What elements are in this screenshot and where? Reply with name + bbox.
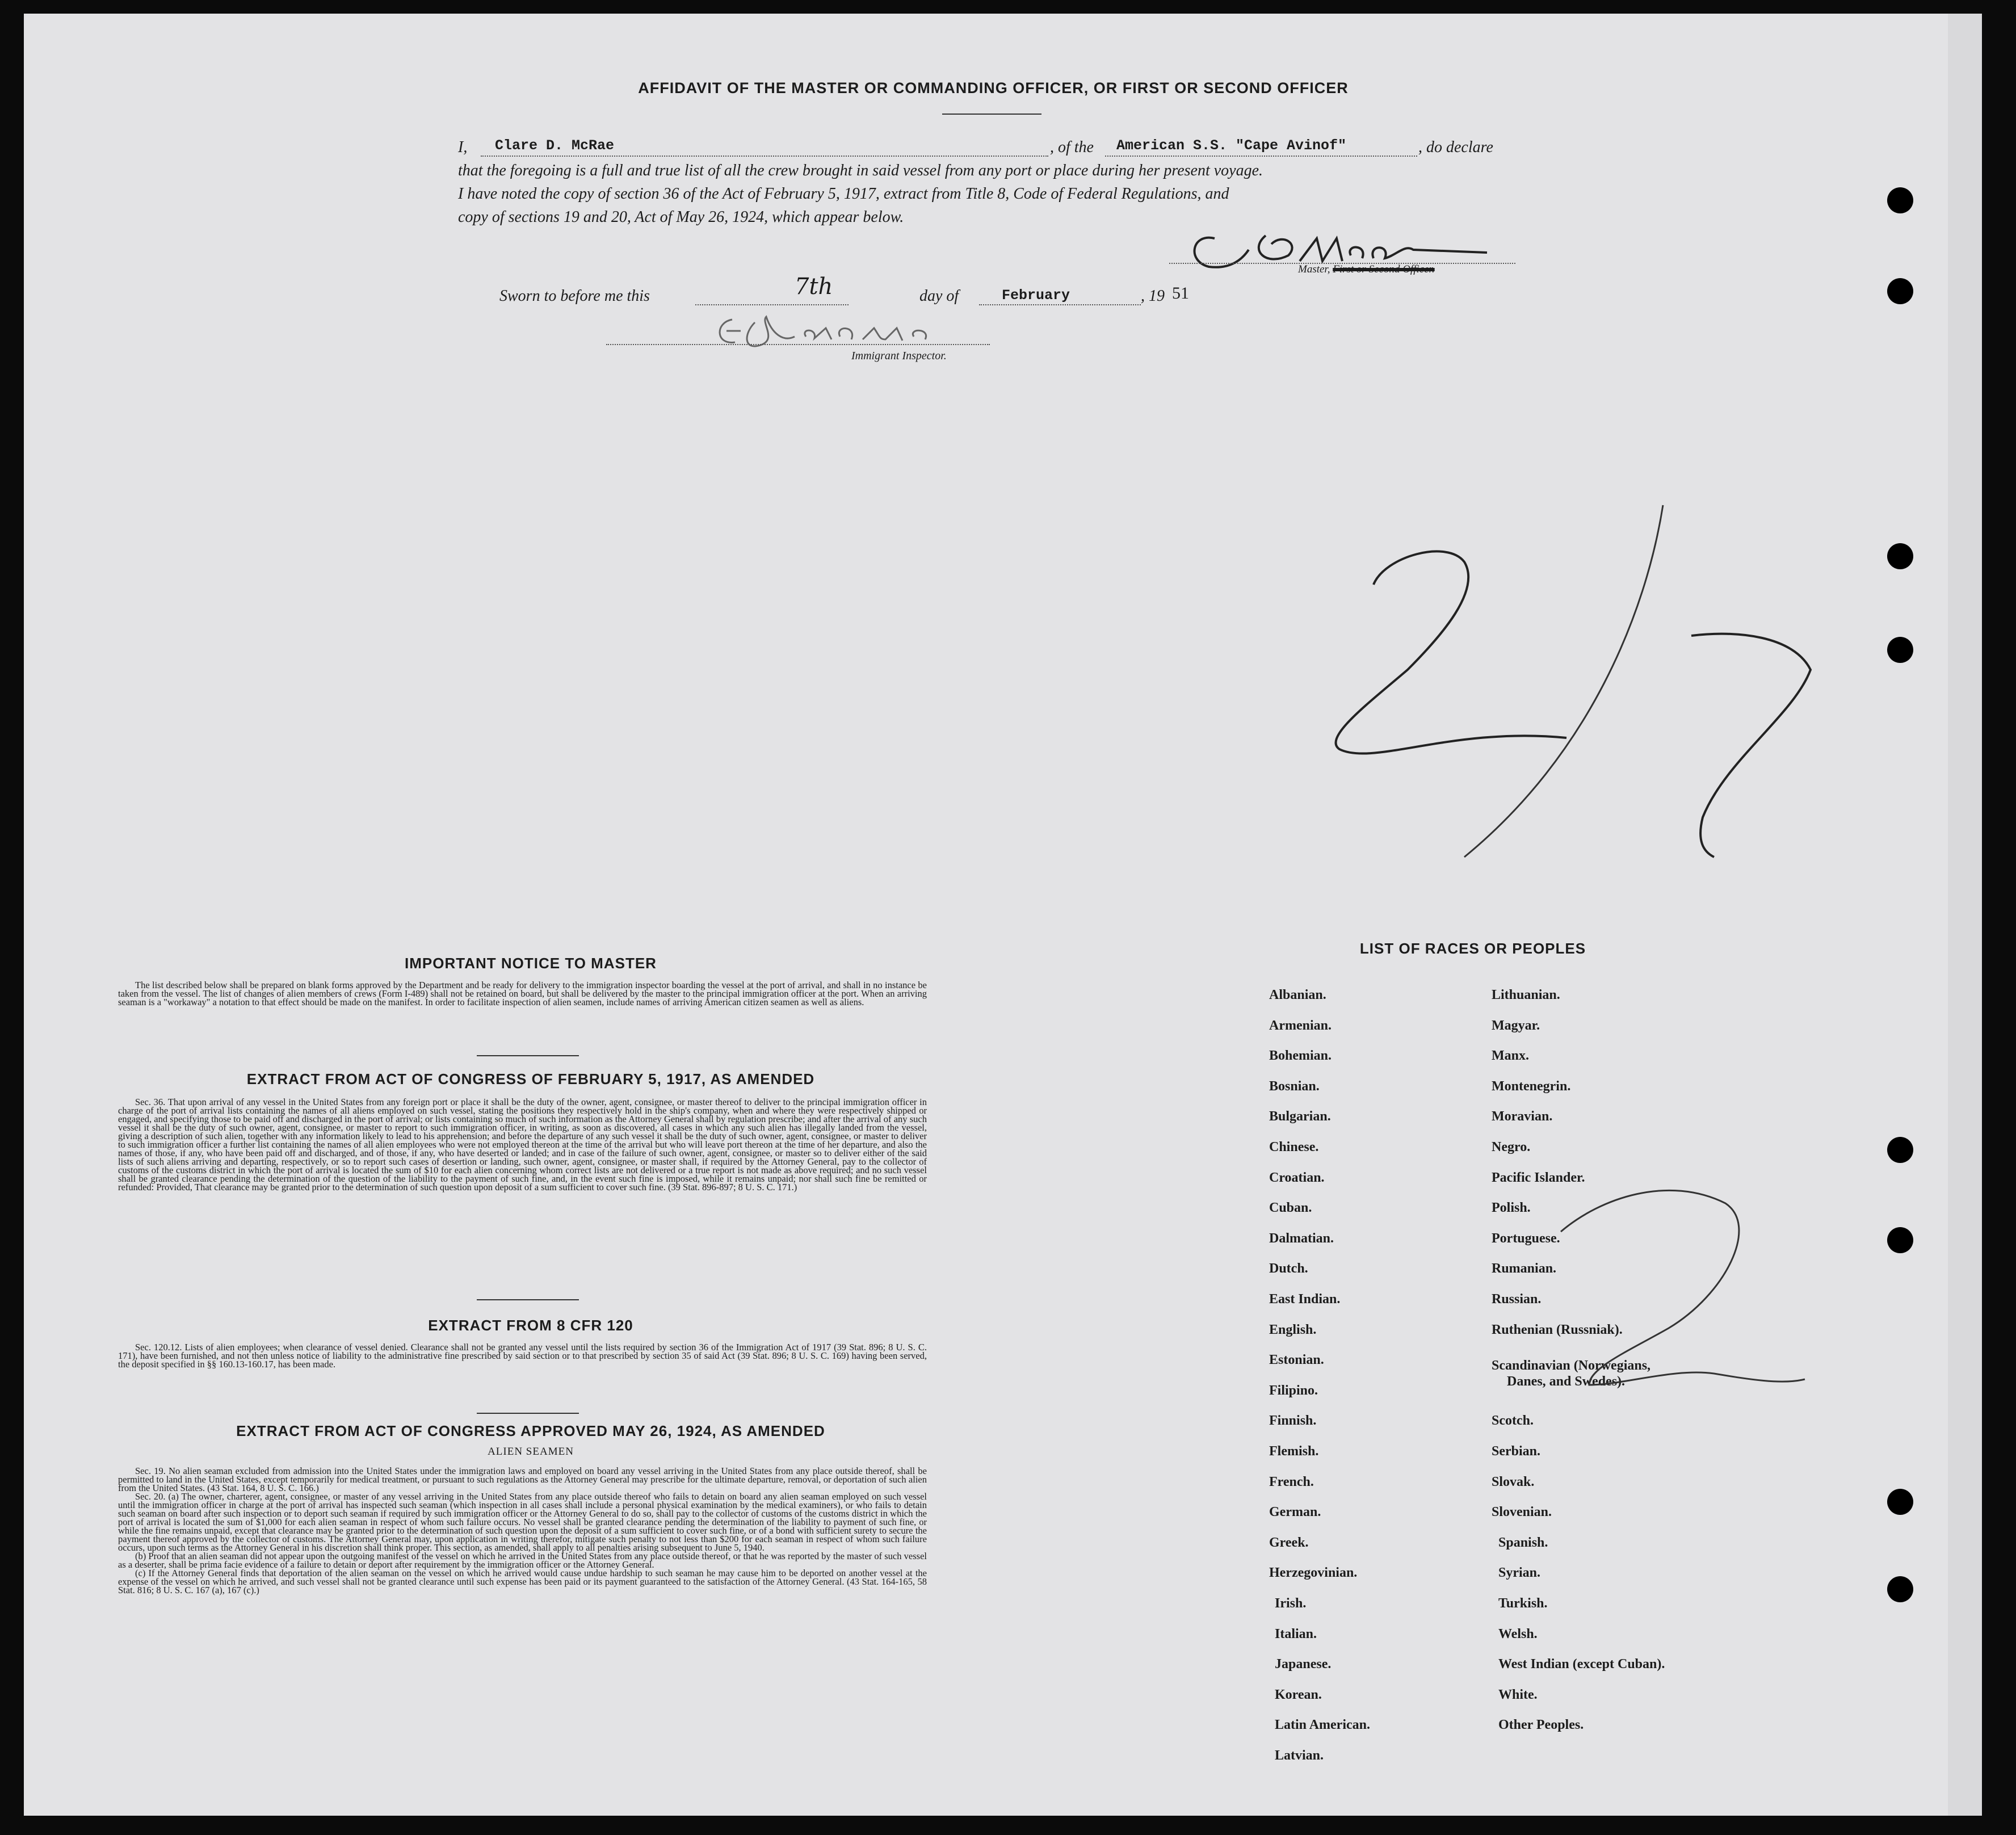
extract-1924-title: EXTRACT FROM ACT OF CONGRESS APPROVED MAY 26, 1924, AS AMENDED bbox=[236, 1422, 825, 1439]
race-item: Bulgarian. bbox=[1269, 1109, 1331, 1124]
races-title: LIST OF RACES OR PEOPLES bbox=[1359, 940, 1586, 957]
month-value: February bbox=[1002, 287, 1070, 304]
race-item: East Indian. bbox=[1269, 1292, 1341, 1307]
race-item: Greek. bbox=[1269, 1535, 1309, 1550]
race-item: Rumanian. bbox=[1492, 1261, 1557, 1276]
race-item: Syrian. bbox=[1498, 1565, 1541, 1581]
year-prefix: , 19 bbox=[1141, 287, 1165, 305]
race-item: Irish. bbox=[1275, 1596, 1307, 1611]
extract-8cfr-title: EXTRACT FROM 8 CFR 120 bbox=[428, 1317, 633, 1334]
day-fill-line bbox=[695, 304, 849, 305]
sec-20a-paragraph: Sec. 20. (a) The owner, charterer, agent, consignee, or master of any vessel arriving in the United States from any place outside thereof who fails to detain on board any alien seaman employed on such vessel until the immigration officer in charge at the port of arrival has inspected such seaman (which inspection in all cases shall include a personal physical examination by the medical examiners), or who fails to detain such seaman on board after such inspection or to deport such seaman if required by such immigration officer or the Attorney General to do so, shall pay to the collector of customs of the customs district in which the port of arrival is located the sum of $1,000 for each alien seaman in respect of whom such failure occurs. No vessel shall be granted clearance pending the determination of the liability to payment of such fine, or while the fine remains unpaid, except that clearance may be granted prior to the determination of such question upon the deposit of a sum sufficient to cover such fine, or of a bond with sufficient surety to secure the payment thereof approved by the collector of customs. The Attorney General may, upon application in writing therefor, mitigate such penalty to not less than $200 for each seaman in respect of whom such failure occurs, upon such terms as the Attorney General in his discretion shall think proper. This section, as amended, shall apply to all penalties arising subsequent to June 5, 1940. bbox=[118, 1491, 927, 1553]
master-title bbox=[1298, 263, 1435, 276]
extract-1924-text bbox=[118, 1467, 927, 1594]
master-label: Master, bbox=[1298, 263, 1330, 275]
race-item: Herzegovinian. bbox=[1269, 1565, 1358, 1581]
sec-20c-paragraph: (c) If the Attorney General finds that deportation of the alien seaman on the vessel on which he arrived would cause undue hardship to such seaman he may cause him to be deported on another vessel at the expense of the vessel on which he arrived, and such vessel shall not be granted clearance until such expense has been paid or its payment guaranteed to the satisfaction of the Attorney General. (43 Stat. 164-165, 58 Stat. 816; 8 U. S. C. 167 (a), 167 (c).) bbox=[118, 1568, 927, 1595]
race-item: English. bbox=[1269, 1322, 1317, 1337]
handwritten-digit-text bbox=[0, 0, 1, 1]
punch-hole bbox=[1887, 278, 1913, 304]
sec-19-paragraph: Sec. 19. No alien seaman excluded from admission into the United States under the immigration laws and employed on board any vessel arriving in the United States from any place outside thereof, shall be permitted to land in the United States, except temporarily for medical treatment, or pursuant to such regulations as the Attorney General may prescribe for the ultimate departure, removal, or deportation of such alien from the United States. (43 Stat. 164, 8 U. S. C. 166.) bbox=[118, 1466, 927, 1493]
race-item: French. bbox=[1269, 1474, 1314, 1489]
divider bbox=[477, 1055, 579, 1056]
inspector-label: Immigrant Inspector. bbox=[851, 350, 947, 362]
race-item: German. bbox=[1269, 1505, 1321, 1520]
punch-hole bbox=[1887, 1227, 1913, 1253]
name-fill-line bbox=[481, 156, 1048, 157]
sworn-line bbox=[499, 274, 1294, 310]
race-item: Lithuanian. bbox=[1492, 988, 1560, 1002]
race-item: Manx. bbox=[1492, 1048, 1529, 1064]
title-underline bbox=[942, 114, 1041, 115]
sheet-edge bbox=[1948, 14, 1982, 1816]
race-item: Filipino. bbox=[1269, 1383, 1318, 1398]
race-item: Moravian. bbox=[1492, 1109, 1553, 1124]
extract-1917-text bbox=[118, 1098, 927, 1191]
race-item: Serbian. bbox=[1492, 1444, 1541, 1459]
notice-title: IMPORTANT NOTICE TO MASTER bbox=[405, 955, 657, 972]
race-item: Estonian. bbox=[1269, 1353, 1324, 1368]
race-item: Korean. bbox=[1275, 1687, 1322, 1702]
punch-hole bbox=[1887, 1576, 1913, 1602]
race-item: Cuban. bbox=[1269, 1200, 1312, 1216]
master-name: Clare D. McRae bbox=[495, 137, 615, 154]
race-item: Pacific Islander. bbox=[1492, 1170, 1585, 1185]
officer-struck: First or Second Officer. bbox=[1333, 263, 1435, 275]
sec-36-paragraph: Sec. 36. That upon arrival of any vessel in the United States from any foreign port or place it shall be the duty of the owner, agent, consignee, or master thereof to deliver to the principal immigration officer in charge of the port of arrival lists containing the names of all aliens employed on such vessel, stating the positions they respectively hold in the ship's company, when and where they were respectively shipped or engaged, and specifying those to be paid off and discharged in the port of arrival; or lists containing so much of such information as the Attorney General shall by regulation prescribe; and after the arrival of any such vessel it shall be the duty of such owner, agent, consignee, or master to report to such immigration officer, in writing, as soon as discovered, all cases in which any such alien has illegally landed from the vessel, giving a description of such alien, together with any information likely to lead to his apprehension; and before the departure of any such vessel it shall be the duty of such owner, agent, consignee, or master to deliver to such immigration officer a further list containing the names of all alien employees who were not employed thereon at the time of the arrival but who will leave port thereon at the time of her departure, and also the names of those, if any, who have been paid off and discharged, and of those, if any, who have deserted or landed; and in case of the failure of such owner, agent, consignee, or master so to deliver either of the said lists of such aliens arriving and departing, respectively, or so to report such cases of desertion or landing, such owner, agent, consignee, or master shall, if required by the Attorney General, pay to the collector of customs of the customs district in which the port of arrival is located the sum of $10 for each alien concerning whom correct lists are not delivered or a true report is not made as above required; and no such vessel shall be granted clearance pending the determination of the question of the liability to the payment of such fine, and, in the event such fine is imposed, while it remains unpaid; nor shall such fine be remitted or refunded: Provided, That clearance may be granted prior to the determination of such question upon deposit of a sum sufficient to cover such fine. (39 Stat. 896-897; 8 U. S. C. 171.) bbox=[118, 1097, 927, 1192]
race-item: Chinese. bbox=[1269, 1140, 1319, 1154]
punch-hole bbox=[1887, 1489, 1913, 1515]
race-item: Latin American. bbox=[1275, 1718, 1370, 1733]
affidavit-line-1 bbox=[458, 138, 1519, 159]
race-item: Dalmatian. bbox=[1269, 1231, 1334, 1246]
do-declare-label: , do declare bbox=[1418, 138, 1493, 156]
notice-paragraph: The list described below shall be prepared on blank forms approved by the Department and be ready for delivery to the immigration inspector boarding the vessel at the port of arrival, and shall in no instance be taken from the vessel. The list of changes of alien members of crews (Form I-489) shall not be retained on board, but shall be delivered by the master to the principal immigration officer at the port. When an arriving seaman is a "workaway" a notation to that effect should be made on the manifest. In order to facilitate inspection of alien seamen, include names of arriving American citizen seamen as well as aliens. bbox=[118, 980, 927, 1007]
vessel-name: American S.S. "Cape Avinof" bbox=[1116, 137, 1347, 154]
race-item: Bosnian. bbox=[1269, 1078, 1320, 1094]
race-item: Spanish. bbox=[1498, 1535, 1548, 1550]
race-item: Other Peoples. bbox=[1498, 1718, 1584, 1733]
affidavit-line-4: copy of sections 19 and 20, Act of May 26, 1924, which appear below. bbox=[458, 208, 904, 226]
punch-hole bbox=[1887, 637, 1913, 663]
i-label: I, bbox=[458, 138, 468, 156]
punch-hole bbox=[1887, 187, 1913, 213]
divider bbox=[477, 1413, 579, 1414]
sworn-label: Sworn to before me this bbox=[499, 287, 650, 305]
race-item: Negro. bbox=[1492, 1140, 1531, 1154]
race-item: Dutch. bbox=[1269, 1261, 1308, 1276]
race-item: Finnish. bbox=[1269, 1413, 1317, 1429]
race-item: Magyar. bbox=[1492, 1018, 1540, 1033]
race-item: Ruthenian (Russniak). bbox=[1492, 1322, 1623, 1337]
race-item: Bohemian. bbox=[1269, 1048, 1332, 1064]
race-item: Armenian. bbox=[1269, 1018, 1332, 1033]
notice-text bbox=[118, 981, 927, 1006]
year-value: 51 bbox=[1172, 284, 1189, 303]
race-item: Russian. bbox=[1492, 1292, 1542, 1307]
affidavit-title: AFFIDAVIT OF THE MASTER OR COMMANDING OFFICER, OR FIRST OR SECOND OFFICER bbox=[638, 79, 1349, 96]
race-item: Japanese. bbox=[1275, 1657, 1332, 1672]
race-item: Scandinavian (Norwegians, bbox=[1492, 1358, 1651, 1374]
handwritten-digit bbox=[1555, 1181, 1816, 1430]
handwritten-fraction bbox=[1305, 499, 1828, 885]
month-fill-line bbox=[979, 304, 1141, 305]
race-item: West Indian (except Cuban). bbox=[1498, 1657, 1665, 1672]
affidavit-line-3: I have noted the copy of section 36 of the Act of February 5, 1917, extract from Title 8, Code of Federal Regulations, and bbox=[458, 185, 1229, 203]
race-item: Polish. bbox=[1492, 1200, 1531, 1216]
vessel-fill-line bbox=[1105, 156, 1417, 157]
race-item: Danes, and Swedes). bbox=[1507, 1374, 1626, 1389]
race-item: White. bbox=[1498, 1687, 1538, 1702]
extract-1924-subtitle: ALIEN SEAMEN bbox=[488, 1446, 574, 1458]
inspector-sign-line bbox=[606, 344, 990, 345]
affidavit-line-2: that the foregoing is a full and true list of all the crew brought in said vessel from any port or place during her present voyage. bbox=[458, 162, 1263, 179]
punch-hole bbox=[1887, 543, 1913, 569]
race-item: Portuguese. bbox=[1492, 1231, 1560, 1246]
race-item: Albanian. bbox=[1269, 988, 1326, 1002]
race-item: Turkish. bbox=[1498, 1596, 1548, 1611]
race-item: Italian. bbox=[1275, 1626, 1317, 1641]
punch-hole bbox=[1887, 1137, 1913, 1163]
race-item: Latvian. bbox=[1275, 1748, 1324, 1763]
race-item: Scotch. bbox=[1492, 1413, 1534, 1429]
sec-20b-paragraph: (b) Proof that an alien seaman did not appear upon the outgoing manifest of the vessel on which he arrived in the United States from any place outside thereof, or that he was reported by the master of such vessel as a deserter, shall be prima facie evidence of a failure to detain or deport after requirement by the immigration officer or the Attorney General. bbox=[118, 1551, 927, 1570]
sec-120-12-paragraph: Sec. 120.12. Lists of alien employees; when clearance of vessel denied. Clearance shall not be granted any vessel until the lists required by section 36 of the Immigration Act of 1917 (39 Stat. 896; 8 U. S. C. 171), have been furnished, and not then unless notice of liability to the administrative fine prescribed by said section or to that prescribed by section 35 of said Act (39 Stat. 896; 8 U. S. C. 169) having been served, the deposit specified in §§ 160.13-160.17, has been made. bbox=[118, 1342, 927, 1370]
extract-8cfr-text bbox=[118, 1343, 927, 1368]
of-the-label: , of the bbox=[1050, 138, 1094, 156]
extract-1917-title: EXTRACT FROM ACT OF CONGRESS OF FEBRUARY 5, 1917, AS AMENDED bbox=[246, 1070, 815, 1087]
day-of-label: day of bbox=[919, 287, 959, 305]
race-item: Welsh. bbox=[1498, 1626, 1538, 1641]
divider bbox=[477, 1299, 579, 1300]
race-item: Montenegrin. bbox=[1492, 1078, 1571, 1094]
race-item: Croatian. bbox=[1269, 1170, 1325, 1185]
day-value: 7th bbox=[795, 274, 833, 300]
race-item: Slovak. bbox=[1492, 1474, 1535, 1489]
race-item: Slovenian. bbox=[1492, 1505, 1552, 1520]
race-item: Flemish. bbox=[1269, 1444, 1319, 1459]
